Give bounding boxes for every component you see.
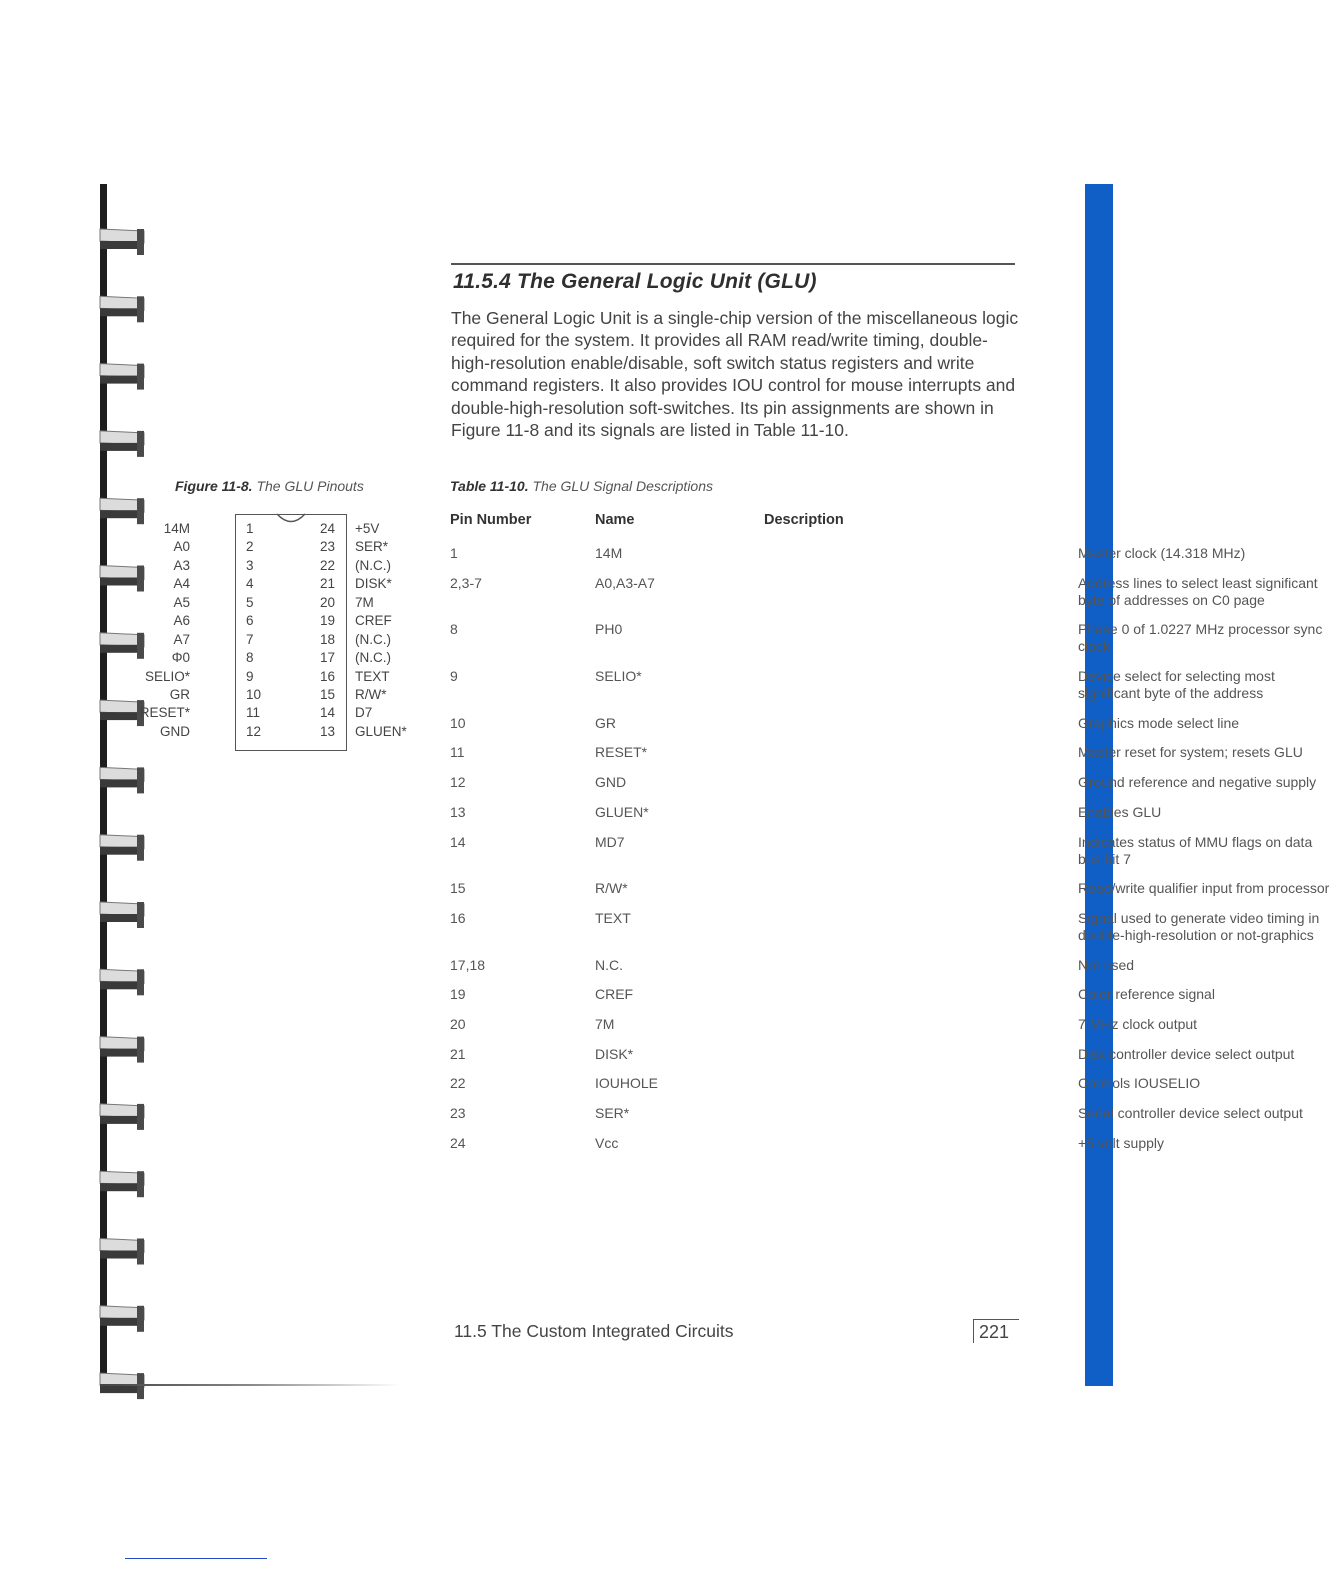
pin-row [160,650,430,668]
cell-description: Serial controller device select output [1078,1105,1303,1121]
cell-pin-number: 21 [450,1045,466,1062]
cell-pin-number: 19 [450,986,466,1003]
pin-right-label: 7M [355,594,374,610]
pin-right-number: 16 [320,668,336,684]
pin-right-label: GLUEN* [355,723,407,739]
table-row [450,909,1320,957]
pin-right-label: D7 [355,705,373,721]
table-row [450,803,1162,834]
pin-left-label: GND [160,723,190,739]
table-caption-text: The GLU Signal Descriptions [532,478,714,494]
footer-section-name: 11.5 The Custom Integrated Circuits [454,1321,734,1341]
pin-right-number: 21 [320,576,336,592]
figure-caption-text: The GLU Pinouts [256,478,364,494]
cell-name: N.C. [595,956,623,973]
cell-description: Not used [1078,956,1135,973]
cell-name: SER* [595,1105,630,1121]
cell-pin-number: 11 [450,744,465,761]
pin-left-number: 12 [246,723,262,739]
cell-description: Ground reference and negative supply [1078,774,1317,791]
cell-pin-number: 10 [450,714,466,731]
pin-left-label: Φ0 [171,650,190,666]
pin-left-number: 1 [246,521,254,536]
cell-description: Master reset for system; resets GLU [1078,744,1303,761]
table-row [450,956,1135,987]
cell-pin-number: 8 [450,621,458,638]
cell-description: Phase 0 of 1.0227 MHz processor sync clock [1078,621,1323,655]
table-row [450,714,1240,745]
pin-left-number: 4 [246,576,254,592]
cell-pin-number: 16 [450,909,466,926]
cell-name: SELIO* [595,668,642,685]
cell-description: Disk controller device select output [1078,1045,1295,1062]
pin-row [160,595,430,613]
cell-pin-number: 24 [450,1134,466,1151]
cell-name: Vcc [595,1134,619,1151]
table-header [450,512,1040,532]
pin-left-label: A6 [173,613,190,629]
cell-name: PH0 [595,621,623,638]
pin-right-label: +5V [355,521,380,536]
cell-name: 14M [595,545,623,561]
pin-left-number: 3 [246,557,254,573]
table-row [450,545,1246,575]
header-pin-number: Pin Number [450,512,532,528]
pin-right-number: 15 [320,686,336,702]
spiral-binding [100,184,160,1386]
table-row [450,1045,1295,1076]
bottom-rule [125,1558,267,1559]
table-row [450,880,1330,910]
pin-right-label: R/W* [355,686,387,702]
pin-row [144,668,430,687]
cell-pin-number: 20 [450,1015,466,1032]
section-rule [451,263,1015,265]
cell-name: GND [595,774,627,791]
pin-right-number: 19 [320,613,336,629]
pin-row [160,539,430,557]
pin-right-number: 23 [320,539,336,555]
pin-right-number: 22 [320,557,336,573]
pin-left-label: A3 [173,557,190,573]
cell-name: MD7 [595,833,625,850]
pin-right-number: 24 [320,521,336,536]
pin-left-number: 6 [246,613,254,629]
section-title: 11.5.4 The General Logic Unit (GLU) [453,270,817,293]
cell-pin-number: 2,3-7 [450,574,482,591]
cell-description: Master clock (14.318 MHz) [1078,545,1246,561]
pin-row [160,558,430,576]
cell-description: +5 volt supply [1078,1134,1164,1151]
pin-left-label: RESET* [139,705,190,721]
pin-right-label: (N.C.) [355,650,391,666]
table-row [450,1134,1164,1165]
pin-right-label: (N.C.) [355,631,391,647]
cell-pin-number: 23 [450,1105,466,1121]
pin-left-number: 10 [246,686,262,702]
cell-pin-number: 13 [450,803,466,820]
cell-description: Device select for selecting most significant byte of the address [1078,668,1275,702]
cell-name: GR [595,714,616,731]
pin-left-label: GR [169,686,190,702]
cell-name: A0,A3-A7 [595,574,655,591]
pin-left-number: 5 [246,594,254,610]
pin-right-label: TEXT [355,668,390,684]
signal-table [450,545,1330,1164]
binding-ring [100,1373,144,1399]
pin-left-label: A5 [173,594,190,610]
pin-right-number: 14 [320,705,336,721]
table-row [450,621,1323,668]
cell-description: Address lines to select least significant byte of addresses on C0 page [1078,574,1318,608]
pin-left-label: SELIO* [144,668,190,684]
table-row [450,833,1313,881]
cell-pin-number: 17,18 [450,956,486,973]
intro-paragraph: The General Logic Unit is a single-chip version of the miscellaneous logic required for the system. It provides all RAM read/write timing, double-high-resolution enable/disable, soft switch status registers and write command registers. It also provides IOU control for mouse interrupts and double-high-resolution soft-switches. Its pin assignments are shown in Figure 11-8 and its signals are listed in Table 11-10. [451,308,1019,441]
cell-name: R/W* [595,880,628,897]
cell-description: Read/write qualifier input from processor [1078,880,1330,897]
cell-description: Color reference signal [1078,986,1215,1003]
cell-description: Signal used to generate video timing in double-high-resolution or not-graphics [1078,909,1320,943]
pin-left-number: 11 [246,705,261,721]
pin-right-number: 13 [320,723,336,739]
cell-pin-number: 15 [450,880,466,897]
table-row [450,744,1303,774]
table-row [450,986,1215,1016]
cell-name: DISK* [595,1045,634,1062]
pin-row [160,724,430,742]
pin-right-label: DISK* [355,576,392,592]
cell-name: TEXT [595,909,631,926]
cell-description: Controls IOUSELIO [1078,1075,1201,1092]
pin-left-number: 9 [246,668,254,684]
cell-name: IOUHOLE [595,1075,659,1092]
table-row [450,774,1317,804]
cell-name: CREF [595,986,634,1003]
pin-left-label: A7 [173,631,190,647]
cell-name: RESET* [595,744,648,761]
pin-right-label: (N.C.) [355,557,391,573]
cell-description: 7 MHz clock output [1078,1015,1198,1032]
pin-row [160,521,430,539]
pin-row [160,576,430,594]
cell-pin-number: 14 [450,833,466,850]
figure-caption-label: Figure 11-8. [175,478,253,494]
pin-row [160,613,430,631]
table-row [450,668,1275,715]
pin-right-label: CREF [355,613,392,629]
pin-row [160,632,430,650]
pin-right-number: 17 [320,650,336,666]
cell-name: GLUEN* [595,803,649,820]
cell-description: Indicates status of MMU flags on data bus bit 7 [1078,833,1313,867]
pin-left-label: A4 [173,576,190,592]
cell-pin-number: 12 [450,774,466,791]
cell-pin-number: 22 [450,1075,466,1092]
pin-right-label: SER* [355,539,389,555]
pin-left-label: 14M [163,521,190,536]
pin-row [160,687,430,705]
table-caption-label: Table 11-10. [450,478,529,494]
pin-left-number: 7 [246,631,254,647]
table-row [450,1075,1201,1105]
header-name: Name [595,512,635,528]
pin-left-label: A0 [173,539,190,555]
header-description: Description [764,512,844,528]
pin-left-number: 2 [246,539,254,555]
pin-left-number: 8 [246,650,254,666]
cell-description: Graphics mode select line [1078,714,1240,731]
pinout-list [139,521,430,742]
pin-right-number: 18 [320,631,336,647]
table-caption [450,478,713,494]
figure-caption [175,478,364,494]
cell-pin-number: 9 [450,668,458,685]
table-row [450,1015,1198,1046]
pin-right-number: 20 [320,594,336,610]
table-row [450,1105,1303,1135]
pin-row [139,705,430,723]
page-number: 221 [973,1319,1019,1343]
cell-pin-number: 1 [450,545,458,561]
cell-name: 7M [595,1015,615,1032]
page-bottom-edge [100,1384,400,1386]
table-row [450,574,1318,622]
cell-description: Enables GLU [1078,803,1162,820]
